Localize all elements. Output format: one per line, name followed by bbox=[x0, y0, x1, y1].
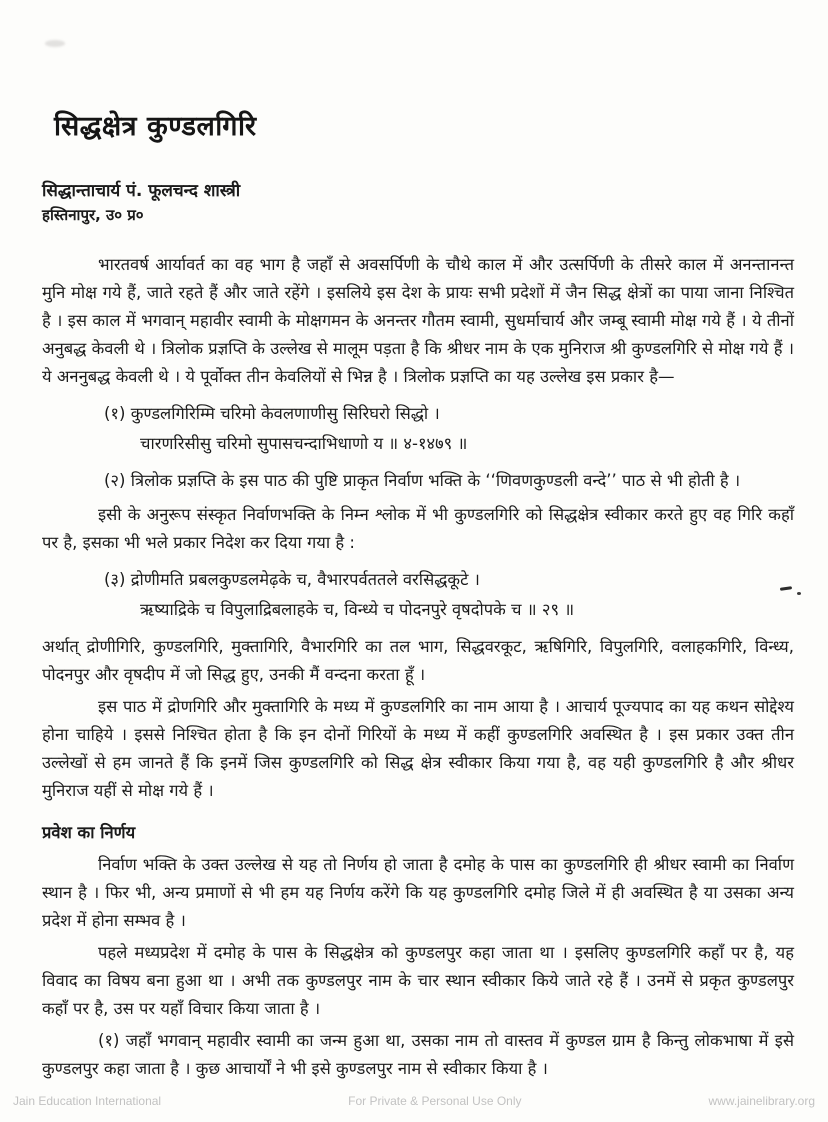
note-item-2: (२) त्रिलोक प्रज्ञप्ति के इस पाठ की पुष्टि प्राकृत निर्वाण भक्ति के ‘‘णिवणकुण्डली वन्दे’’ पाठ से भी होती है । bbox=[104, 471, 741, 490]
footer-website: www.jainelibrary.org bbox=[708, 1094, 815, 1108]
page-footer bbox=[0, 1094, 828, 1108]
scan-smudge bbox=[45, 40, 65, 47]
author-block bbox=[42, 179, 794, 227]
author-name: सिद्धान्ताचार्य पं. फूलचन्द शास्त्री bbox=[42, 181, 241, 201]
footer-publisher: Jain Education International bbox=[13, 1094, 162, 1108]
paragraph-analysis: इस पाठ में द्रोणगिरि और मुक्तागिरि के मध्य में कुण्डलगिरि का नाम आया है । आचार्य पूज्यपाद का यह कथन सोद्देश्य होना चाहिये । इससे निश्चित होता है कि इन दोनों गिरियों के मध्य में कहीं कुण्डलगिरि अवस्थित है । इस प्रकार उक्त तीन उल्लेखों से हम जानते हैं कि इनमें जिस कुण्डलगिरि को सिद्ध क्षेत्र स्वीकार किया गया है, वह यही कुण्डलगिरि है और श्रीधर मुनिराज यहीं से मोक्ष गये हैं । bbox=[42, 697, 794, 800]
footer-usage-note: For Private & Personal Use Only bbox=[348, 1094, 522, 1108]
page-content bbox=[42, 106, 794, 1087]
paragraph-nirnay: निर्वाण भक्ति के उक्त उल्लेख से यह तो निर्णय हो जाता है दमोह के पास का कुण्डलगिरि ही श्रीधर स्वामी का निर्वाण स्थान है । फिर भी, अन्य प्रमाणों से भी हम यह निर्णय करेंगे कि यह कुण्डलगिरि दमोह जिले में ही अवस्थित है या उसका अन्य प्रदेश में होना सम्भव है । bbox=[42, 855, 794, 930]
page-title: सिद्धक्षेत्र कुण्डलगिरि bbox=[54, 111, 257, 142]
verse-line: चारणरिसीसु चरिमो सुपासचन्दाभिधाणो य ॥ ४-१४७९ ॥ bbox=[140, 434, 468, 453]
verse-line: (१) कुण्डलगिरिम्मि चरिमो केवलणाणीसु सिरिघरो सिद्धो । bbox=[104, 404, 440, 423]
author-place: हस्तिनापुर, उ० प्र० bbox=[42, 206, 144, 224]
paragraph-item-1: (१) जहाँ भगवान् महावीर स्वामी का जन्म हुआ था, उसका नाम तो वास्तव में कुण्डल ग्राम है किन्तु लोकभाषा में इसे कुण्डलपुर कहा जाता है । कुछ आचार्यों ने भी इसे कुण्डलपुर नाम से स्वीकार किया है । bbox=[42, 1031, 794, 1078]
paragraph-intro: भारतवर्ष आर्यावर्त का वह भाग है जहाँ से अवसर्पिणी के चौथे काल में और उत्सर्पिणी के तीसरे काल में अनन्तानन्त मुनि मोक्ष गये हैं, जाते रहते हैं और जाते रहेंगे । इसलिये इस देश के प्रायः सभी प्रदेशों में जैन सिद्ध क्षेत्रों का पाया जाना निश्चित है । इस काल में भगवान् महावीर स्वामी के मोक्षगमन के अनन्तर गौतम स्वामी, सुधर्माचार्य और जम्बू स्वामी मोक्ष गये हैं । ये तीनों अनुबद्ध केवली थे । त्रिलोक प्रज्ञप्ति के उल्लेख से मालूम पड़ता है कि श्रीधर नाम के एक मुनिराज श्री कुण्डलगिरि से मोक्ष गये हैं । ये अननुबद्ध केवली थे । ये पूर्वोक्त तीन केवलियों से भिन्न है । त्रिलोक प्रज्ञप्ति का यह उल्लेख इस प्रकार है— bbox=[42, 255, 794, 386]
verse-prakrit bbox=[104, 399, 794, 459]
section-heading: प्रवेश का निर्णय bbox=[42, 823, 136, 842]
verse-line: (३) द्रोणीमति प्रबलकुण्डलमेढ़के च, वैभारपर्वततले वरसिद्धकूटे । bbox=[104, 570, 480, 589]
paragraph-sanskrit-intro: इसी के अनुरूप संस्कृत निर्वाणभक्ति के निम्न श्लोक में भी कुण्डलगिरि को सिद्धक्षेत्र स्वीकार करते हुए वह गिरि कहाँ पर है, इसका भी भले प्रकार निदेश कर दिया गया है : bbox=[42, 505, 794, 552]
paragraph-kundalpur: पहले मध्यप्रदेश में दमोह के पास के सिद्धक्षेत्र को कुण्डलपुर कहा जाता था । इसलिए कुण्डलगिरि कहाँ पर है, यह विवाद का विषय बना हुआ था । अभी तक कुण्डलपुर नाम के चार स्थान स्वीकार किये जाते रहे हैं । उनमें से प्रकृत कुण्डलपुर कहाँ पर है, उस पर यहाँ विचार किया जाता है । bbox=[42, 943, 794, 1018]
paragraph-meaning: अर्थात् द्रोणीगिरि, कुण्डलगिरि, मुक्तागिरि, वैभारगिरि का तल भाग, सिद्धवरकूट, ऋषिगिरि, विपुलगिरि, वलाहकगिरि, विन्ध्य, पोदनपुर और वृषदीप में जो सिद्ध हुए, उनकी मैं वन्दना करता हूँ । bbox=[42, 637, 794, 684]
body-text bbox=[42, 251, 794, 1083]
verse-sanskrit bbox=[104, 565, 794, 625]
verse-line: ऋष्याद्रिके च विपुलाद्रिबलाहके च, विन्ध्ये च पोदनपुरे वृषदोपके च ॥ २९ ॥ bbox=[140, 600, 575, 619]
scan-stray-dot bbox=[797, 592, 801, 595]
